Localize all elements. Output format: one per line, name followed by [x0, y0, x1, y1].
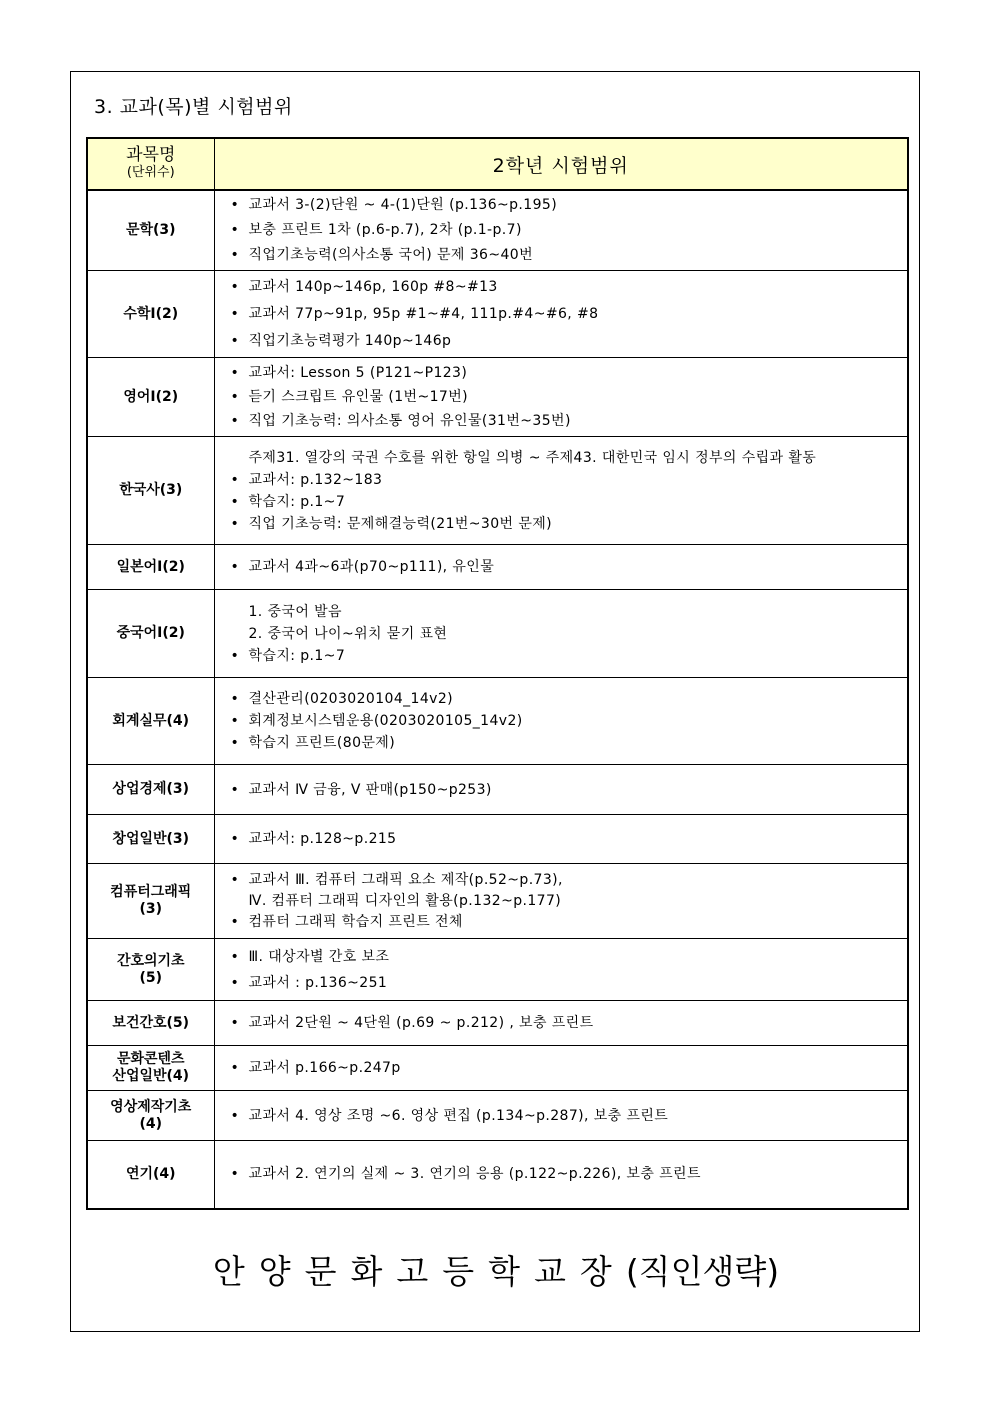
table-row — [87, 939, 908, 1001]
seal-omitted-note: (직인생략) — [625, 1252, 780, 1291]
subject-cell — [87, 1046, 214, 1091]
range-text: 교과서 p.166~p.247p — [248, 1060, 401, 1076]
list-item — [223, 556, 900, 578]
range-text: 1. 중국어 발음 — [248, 603, 342, 620]
list-item — [223, 301, 900, 328]
bullet-icon: • — [230, 332, 240, 349]
range-list — [223, 1105, 900, 1127]
bullet-icon: • — [230, 831, 240, 847]
range-text: 직업기초능력평가 140p~146p — [248, 332, 452, 349]
subject-cell — [87, 190, 214, 271]
list-item — [223, 243, 900, 268]
list-item — [223, 828, 900, 850]
range-list — [223, 556, 900, 578]
list-item — [223, 601, 900, 623]
range-cell — [214, 1046, 908, 1091]
table-row — [87, 864, 908, 939]
range-text: 교과서: p.132~183 — [248, 471, 383, 488]
header-range-label: 2학년 시험범위 — [214, 138, 908, 190]
bullet-icon: • — [230, 713, 240, 729]
subject-name: 일본어Ⅰ(2) — [116, 558, 185, 575]
range-list — [223, 447, 900, 535]
list-item — [223, 710, 900, 732]
range-text: 2. 중국어 나이~위치 묻기 표현 — [248, 625, 448, 642]
subject-name: (5) — [139, 969, 163, 986]
bullet-icon: • — [230, 413, 240, 429]
list-item — [223, 1105, 900, 1127]
range-list — [223, 828, 900, 850]
table-row — [87, 678, 908, 765]
list-item — [223, 1057, 900, 1079]
list-item — [223, 469, 900, 491]
bullet-icon: • — [230, 471, 240, 488]
range-cell — [214, 815, 908, 864]
bullet-icon: • — [230, 305, 240, 322]
range-text: 결산관리(0203020104_14v2) — [248, 691, 453, 707]
range-list — [223, 779, 900, 801]
subject-name: 회계실무(4) — [112, 712, 190, 729]
table-row — [87, 1091, 908, 1141]
range-text: 교과서 2단원 ~ 4단원 (p.69 ~ p.212) , 보충 프린트 — [248, 1015, 594, 1031]
bullet-icon: • — [230, 493, 240, 510]
table-row — [87, 437, 908, 545]
range-list — [223, 1057, 900, 1079]
subject-name: 연기(4) — [125, 1165, 176, 1182]
list-item — [223, 779, 900, 801]
subject-cell — [87, 765, 214, 815]
subject-cell — [87, 1001, 214, 1046]
list-item — [223, 361, 900, 385]
subject-cell — [87, 1141, 214, 1209]
range-text: 교과서 Ⅲ. 컴퓨터 그래픽 요소 제작(p.52~p.73), — [248, 871, 563, 888]
subject-name: 수학Ⅰ(2) — [123, 305, 179, 322]
list-item — [223, 193, 900, 218]
list-item — [223, 1163, 900, 1185]
range-cell — [214, 545, 908, 590]
range-text: 학습지: p.1~7 — [248, 647, 346, 664]
range-text: 교과서 Ⅳ 금융, Ⅴ 판매(p150~p253) — [248, 781, 492, 798]
range-text: 듣기 스크립트 유인물 (1번~17번) — [248, 389, 468, 405]
range-text: 직업 기초능력: 의사소통 영어 유인물(31번~35번) — [248, 413, 571, 429]
range-text: 컴퓨터 그래픽 학습지 프린트 전체 — [248, 913, 463, 930]
footer-signature — [0, 1246, 992, 1293]
header-subject-cell — [87, 138, 214, 190]
range-text: 교과서 2. 연기의 실제 ~ 3. 연기의 응용 (p.122~p.226), 보충 프린트 — [248, 1166, 701, 1183]
subject-name: 한국사(3) — [119, 482, 183, 498]
list-item — [223, 732, 900, 754]
list-item — [223, 513, 900, 535]
subject-cell — [87, 939, 214, 1001]
subject-name: 영상제작기초 — [110, 1098, 192, 1115]
list-item — [223, 274, 900, 301]
bullet-icon: • — [230, 1166, 240, 1183]
subject-cell — [87, 271, 214, 358]
range-text: Ⅳ. 컴퓨터 그래픽 디자인의 활용(p.132~p.177) — [248, 892, 562, 909]
table-row — [87, 1001, 908, 1046]
range-text: 보충 프린트 1차 (p.6-p.7), 2차 (p.1-p.7) — [248, 222, 522, 238]
bullet-icon: • — [230, 1060, 240, 1076]
range-text: 학습지: p.1~7 — [248, 493, 346, 510]
list-item — [223, 645, 900, 667]
subject-name: (3) — [139, 901, 163, 917]
range-cell — [214, 939, 908, 1001]
range-list — [223, 601, 900, 667]
subject-name: 상업경제(3) — [112, 781, 190, 797]
range-text: 직업 기초능력: 문제해결능력(21번~30번 문제) — [248, 515, 553, 532]
range-list — [223, 688, 900, 754]
subject-cell — [87, 590, 214, 678]
subject-name: 문학(3) — [125, 222, 176, 238]
list-item — [223, 1012, 900, 1034]
range-text: 교과서: p.128~p.215 — [248, 831, 397, 847]
bullet-icon: • — [230, 948, 240, 965]
range-text: 교과서 3-(2)단원 ~ 4-(1)단원 (p.136~p.195) — [248, 197, 558, 213]
list-item — [223, 891, 900, 912]
subject-name: 산업일반(4) — [112, 1068, 190, 1084]
list-item — [223, 688, 900, 710]
bullet-icon: • — [230, 365, 240, 381]
range-text: 학습지 프린트(80문제) — [248, 735, 396, 751]
bullet-icon: • — [230, 735, 240, 751]
list-item — [223, 491, 900, 513]
subject-name: 컴퓨터그래픽 — [110, 884, 192, 900]
range-list — [223, 1012, 900, 1034]
bullet-icon: • — [230, 1015, 240, 1031]
table-header-row — [87, 138, 908, 190]
range-cell — [214, 765, 908, 815]
header-subject-label: 과목명 — [126, 145, 176, 165]
range-cell — [214, 1091, 908, 1141]
subject-cell — [87, 545, 214, 590]
range-cell — [214, 1001, 908, 1046]
table-row — [87, 815, 908, 864]
exam-scope-table-body — [87, 138, 908, 1209]
range-cell — [214, 864, 908, 939]
subject-name: 문화콘텐츠 — [116, 1051, 185, 1067]
table-row — [87, 590, 908, 678]
subject-cell — [87, 437, 214, 545]
subject-name: (4) — [139, 1115, 163, 1132]
range-text: 주제31. 열강의 국권 수호를 위한 항일 의병 ~ 주제43. 대한민국 임시 정부의 수립과 활동 — [248, 449, 817, 466]
range-text: 회계정보시스템운용(0203020105_14v2) — [248, 713, 523, 729]
range-cell — [214, 358, 908, 437]
subject-cell — [87, 1091, 214, 1141]
range-list — [223, 870, 900, 933]
subject-cell — [87, 815, 214, 864]
range-text: 교과서 140p~146p, 160p #8~#13 — [248, 278, 498, 295]
range-text: 교과서 4과~6과(p70~p111), 유인물 — [248, 559, 495, 575]
subject-cell — [87, 864, 214, 939]
exam-scope-table — [86, 137, 909, 1210]
subject-name: 간호의기초 — [116, 952, 185, 969]
range-cell — [214, 437, 908, 545]
range-text: 교과서 77p~91p, 95p #1~#4, 111p.#4~#6, #8 — [248, 305, 599, 322]
range-cell — [214, 1141, 908, 1209]
school-principal-name: 안양문화고등학교장 — [212, 1252, 626, 1291]
table-row — [87, 358, 908, 437]
list-item — [223, 328, 900, 355]
range-text: 교과서 4. 영상 조명 ~6. 영상 편집 (p.134~p.287), 보충 프린트 — [248, 1107, 669, 1124]
bullet-icon: • — [230, 197, 240, 213]
range-list — [223, 193, 900, 268]
bullet-icon: • — [230, 974, 240, 991]
list-item — [223, 870, 900, 891]
table-row — [87, 1046, 908, 1091]
range-list — [223, 274, 900, 355]
section-title: 3. 교과(목)별 시험범위 — [94, 96, 293, 118]
subject-name: 영어Ⅰ(2) — [123, 388, 179, 405]
subject-cell — [87, 678, 214, 765]
range-cell — [214, 271, 908, 358]
list-item — [223, 912, 900, 933]
list-item — [223, 447, 900, 469]
bullet-icon: • — [230, 559, 240, 575]
bullet-icon: • — [230, 691, 240, 707]
bullet-icon: • — [230, 871, 240, 888]
bullet-icon: • — [230, 515, 240, 532]
list-item — [223, 218, 900, 243]
list-item — [223, 409, 900, 433]
range-cell — [214, 590, 908, 678]
table-row — [87, 1141, 908, 1209]
list-item — [223, 970, 900, 996]
range-text: 교과서 : p.136~251 — [248, 974, 388, 991]
bullet-icon: • — [230, 781, 240, 798]
list-item — [223, 944, 900, 970]
bullet-icon: • — [230, 1107, 240, 1124]
subject-cell — [87, 358, 214, 437]
bullet-icon: • — [230, 247, 240, 263]
range-text: 교과서: Lesson 5 (P121~P123) — [248, 365, 468, 381]
bullet-icon: • — [230, 647, 240, 664]
table-row — [87, 545, 908, 590]
range-text: Ⅲ. 대상자별 간호 보조 — [248, 948, 390, 965]
list-item — [223, 385, 900, 409]
table-row — [87, 271, 908, 358]
table-row — [87, 765, 908, 815]
bullet-icon: • — [230, 278, 240, 295]
list-item — [223, 623, 900, 645]
range-list — [223, 1163, 900, 1185]
subject-name: 보건간호(5) — [112, 1014, 190, 1031]
range-text: 직업기초능력(의사소통 국어) 문제 36~40번 — [248, 247, 533, 263]
table-row — [87, 190, 908, 271]
range-list — [223, 944, 900, 996]
range-list — [223, 361, 900, 433]
bullet-icon: • — [230, 913, 240, 930]
range-cell — [214, 678, 908, 765]
range-cell — [214, 190, 908, 271]
subject-name: 창업일반(3) — [112, 830, 190, 847]
bullet-icon: • — [230, 222, 240, 238]
bullet-icon: • — [230, 389, 240, 405]
header-units-label: (단위수) — [126, 165, 175, 180]
subject-name: 중국어Ⅰ(2) — [116, 625, 185, 641]
